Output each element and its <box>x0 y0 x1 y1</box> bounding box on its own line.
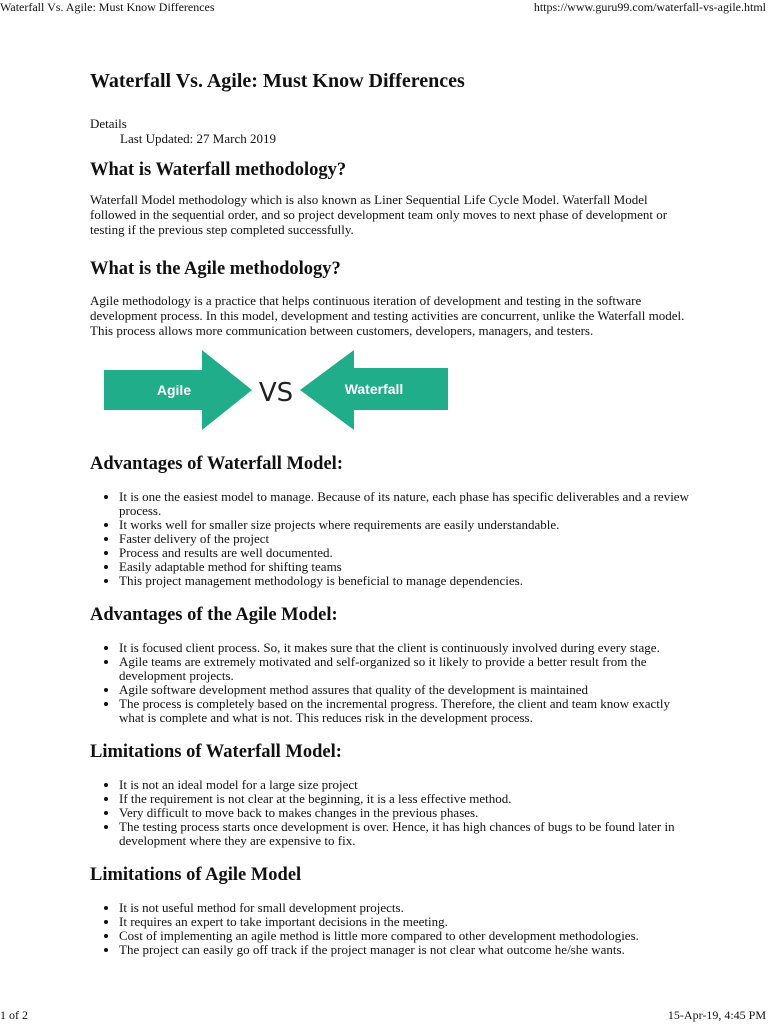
list-item: • This project management methodology is beneficial to manage dependencies. <box>119 574 690 588</box>
print-datetime: 15-Apr-19, 4:45 PM <box>667 1008 766 1022</box>
print-header-url[interactable]: https://www.guru99.com/waterfall-vs-agile.html <box>533 0 766 14</box>
list-advantages-waterfall <box>90 490 690 588</box>
list-advantages-agile <box>90 641 690 725</box>
heading-limitations-agile: Limitations of Agile Model <box>90 865 302 885</box>
list-item: • It works well for smaller size projects where requirements are easily understandable. <box>119 518 690 532</box>
agile-vs-waterfall-graphic <box>104 348 448 432</box>
paragraph-agile: Agile methodology is a practice that helps continuous iteration of development and testing in the software development process. In this model, development and testing activities are concurrent, unlike the Waterfall model. This process allows more communication between customers, developers, managers, and testers. <box>90 293 685 338</box>
details-label: Details <box>90 116 127 131</box>
list-item: • The testing process starts once development is over. Hence, it has high chances of bugs to be found later in development where they are expensive to fix. <box>119 820 690 848</box>
list-item: • Faster delivery of the project <box>119 532 690 546</box>
print-footer <box>0 1008 768 1024</box>
heading-waterfall: What is Waterfall methodology? <box>90 160 347 180</box>
list-item: • Agile software development method assures that quality of the development is maintained <box>119 683 690 697</box>
article <box>90 66 690 957</box>
print-header <box>0 0 768 16</box>
page-number: 1 of 2 <box>0 1008 28 1022</box>
vs-label: VS <box>258 378 294 408</box>
heading-agile: What is the Agile methodology? <box>90 259 341 279</box>
list-item: • It is not useful method for small development projects. <box>119 901 690 915</box>
heading-advantages-agile: Advantages of the Agile Model: <box>90 605 338 625</box>
list-item: • It is one the easiest model to manage. Because of its nature, each phase has specific deliverables and a review process. <box>119 490 690 518</box>
list-item: • The process is completely based on the incremental progress. Therefore, the client and team know exactly what is complete and what is not. This reduces risk in the development process. <box>119 697 690 725</box>
print-header-title: Waterfall Vs. Agile: Must Know Differences <box>0 0 215 14</box>
last-updated: Last Updated: 27 March 2019 <box>120 131 276 146</box>
list-item: • Process and results are well documented. <box>119 546 690 560</box>
page-title: Waterfall Vs. Agile: Must Know Differences <box>90 70 465 92</box>
list-item: • Cost of implementing an agile method is little more compared to other development methodologies. <box>119 929 690 943</box>
waterfall-label: Waterfall <box>344 381 404 397</box>
list-item: • If the requirement is not clear at the beginning, it is a less effective method. <box>119 792 690 806</box>
agile-label: Agile <box>156 382 192 398</box>
list-item: • Agile teams are extremely motivated and self-organized so it likely to provide a better result from the development projects. <box>119 655 690 683</box>
list-item: • The project can easily go off track if the project manager is not clear what outcome he/she wants. <box>119 943 690 957</box>
paragraph-waterfall: Waterfall Model methodology which is also known as Liner Sequential Life Cycle Model. Waterfall Model followed in the sequential order, and so project development team only moves to next phase of development or testing if the previous step completed successfully. <box>90 192 668 237</box>
list-item: • Very difficult to move back to makes changes in the previous phases. <box>119 806 690 820</box>
list-item: • It requires an expert to take important decisions in the meeting. <box>119 915 690 929</box>
list-item: • It is focused client process. So, it makes sure that the client is continuously involved during every stage. <box>119 641 690 655</box>
list-item: • It is not an ideal model for a large size project <box>119 778 690 792</box>
list-item: • Easily adaptable method for shifting teams <box>119 560 690 574</box>
heading-advantages-waterfall: Advantages of Waterfall Model: <box>90 454 343 474</box>
list-limitations-agile <box>90 901 690 957</box>
list-limitations-waterfall <box>90 778 690 848</box>
heading-limitations-waterfall: Limitations of Waterfall Model: <box>90 742 342 762</box>
